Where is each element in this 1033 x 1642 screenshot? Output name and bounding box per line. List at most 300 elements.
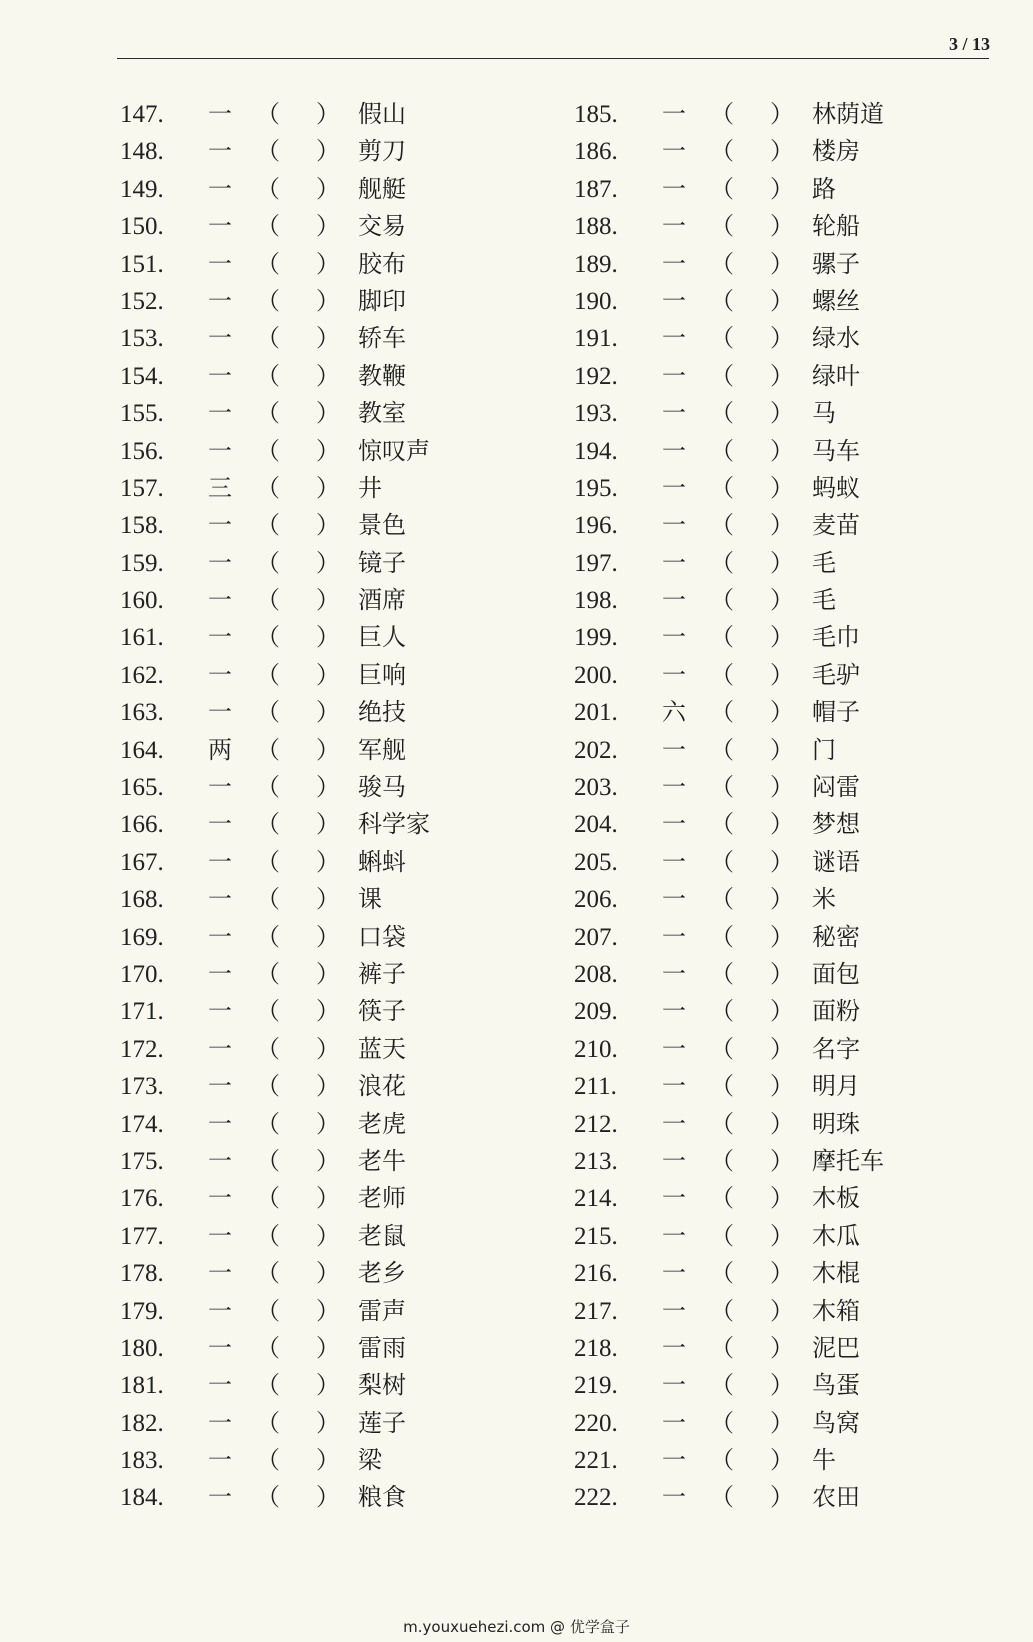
left-paren: （	[710, 1259, 734, 1288]
exercise-row	[120, 1367, 560, 1404]
noun-word: 雷声	[358, 1296, 406, 1325]
right-paren: ）	[316, 212, 340, 241]
noun-word: 秘密	[812, 922, 860, 951]
exercise-row	[574, 171, 1014, 208]
right-paren: ）	[770, 212, 794, 241]
right-paren: ）	[770, 1371, 794, 1400]
measure-word: 一	[662, 1371, 686, 1400]
measure-word: 一	[208, 1333, 232, 1362]
exercise-row	[574, 881, 1014, 918]
exercise-row	[120, 1293, 560, 1330]
item-number: 190.	[574, 287, 618, 315]
left-paren: （	[256, 137, 280, 166]
exercise-row	[574, 320, 1014, 357]
left-paren: （	[256, 473, 280, 502]
item-number: 158.	[120, 512, 164, 540]
exercise-row	[120, 694, 560, 731]
left-paren: （	[710, 810, 734, 839]
left-paren: （	[256, 660, 280, 689]
left-paren: （	[710, 1072, 734, 1101]
item-number: 217.	[574, 1297, 618, 1325]
right-paren: ）	[316, 922, 340, 951]
exercise-row	[120, 1031, 560, 1068]
left-paren: （	[710, 922, 734, 951]
right-paren: ）	[316, 1146, 340, 1175]
measure-word: 一	[662, 1184, 686, 1213]
noun-word: 科学家	[358, 810, 430, 839]
left-paren: （	[710, 212, 734, 241]
exercise-row	[120, 881, 560, 918]
exercise-row	[120, 1218, 560, 1255]
exercise-row	[574, 545, 1014, 582]
item-number: 206.	[574, 886, 618, 914]
noun-word: 课	[358, 885, 382, 914]
left-paren: （	[256, 1446, 280, 1475]
measure-word: 一	[208, 174, 232, 203]
exercise-row	[574, 732, 1014, 769]
noun-word: 胶布	[358, 249, 406, 278]
header-divider	[117, 58, 989, 59]
measure-word: 一	[662, 1146, 686, 1175]
exercise-row	[574, 1180, 1014, 1217]
exercise-row	[120, 956, 560, 993]
left-paren: （	[710, 1333, 734, 1362]
right-paren: ）	[770, 586, 794, 615]
exercise-row	[574, 96, 1014, 133]
left-paren: （	[256, 249, 280, 278]
measure-word: 一	[662, 623, 686, 652]
left-paren: （	[710, 1408, 734, 1437]
right-paren: ）	[770, 100, 794, 128]
exercise-row	[120, 619, 560, 656]
left-paren: （	[256, 773, 280, 802]
noun-word: 老鼠	[358, 1221, 406, 1250]
item-number: 195.	[574, 474, 618, 502]
item-number: 218.	[574, 1334, 618, 1362]
item-number: 153.	[120, 325, 164, 353]
item-number: 170.	[120, 960, 164, 988]
exercise-row	[120, 1255, 560, 1292]
item-number: 192.	[574, 362, 618, 390]
measure-word: 一	[208, 436, 232, 465]
measure-word: 一	[208, 399, 232, 428]
exercise-row	[574, 507, 1014, 544]
item-number: 156.	[120, 437, 164, 465]
right-paren: ）	[316, 1034, 340, 1063]
left-paren: （	[256, 1259, 280, 1288]
left-paren: （	[710, 1371, 734, 1400]
measure-word: 一	[662, 174, 686, 203]
measure-word: 一	[208, 660, 232, 689]
exercise-row	[120, 133, 560, 170]
measure-word: 一	[662, 361, 686, 390]
item-number: 159.	[120, 549, 164, 577]
right-paren: ）	[770, 137, 794, 166]
right-paren: ）	[316, 623, 340, 652]
item-number: 167.	[120, 848, 164, 876]
right-paren: ）	[770, 511, 794, 540]
item-number: 211.	[574, 1073, 617, 1101]
exercise-row	[120, 806, 560, 843]
left-paren: （	[710, 100, 734, 128]
noun-word: 明月	[812, 1072, 860, 1101]
measure-word: 一	[662, 1259, 686, 1288]
exercise-row	[120, 395, 560, 432]
exercise-row	[120, 1180, 560, 1217]
right-paren: ）	[316, 1408, 340, 1437]
right-paren: ）	[770, 361, 794, 390]
noun-word: 门	[812, 735, 836, 764]
left-paren: （	[256, 1072, 280, 1101]
noun-word: 老师	[358, 1184, 406, 1213]
left-paren: （	[256, 810, 280, 839]
right-paren: ）	[770, 1333, 794, 1362]
exercise-row	[574, 1106, 1014, 1143]
right-paren: ）	[770, 922, 794, 951]
noun-word: 面包	[812, 959, 860, 988]
right-paren: ）	[316, 361, 340, 390]
measure-word: 一	[662, 212, 686, 241]
item-number: 164.	[120, 736, 164, 764]
noun-word: 惊叹声	[358, 436, 430, 465]
noun-word: 牛	[812, 1446, 836, 1475]
noun-word: 景色	[358, 511, 406, 540]
noun-word: 井	[358, 473, 382, 502]
exercise-row	[120, 246, 560, 283]
noun-word: 老虎	[358, 1109, 406, 1138]
item-number: 207.	[574, 923, 618, 951]
right-paren: ）	[316, 174, 340, 203]
right-paren: ）	[770, 885, 794, 914]
exercise-row	[120, 1143, 560, 1180]
right-paren: ）	[770, 997, 794, 1026]
measure-word: 一	[208, 548, 232, 577]
left-paren: （	[256, 100, 280, 128]
right-paren: ）	[770, 959, 794, 988]
item-number: 163.	[120, 699, 164, 727]
measure-word: 六	[662, 698, 686, 727]
noun-word: 轿车	[358, 324, 406, 353]
page-number: 3 / 13	[948, 34, 990, 54]
measure-word: 一	[662, 1034, 686, 1063]
noun-word: 楼房	[812, 137, 860, 166]
exercise-row	[574, 619, 1014, 656]
measure-word: 一	[208, 212, 232, 241]
measure-word: 一	[662, 660, 686, 689]
noun-word: 泥巴	[812, 1333, 860, 1362]
right-paren: ）	[316, 473, 340, 502]
exercise-column-left	[120, 96, 560, 1517]
measure-word: 一	[208, 773, 232, 802]
right-paren: ）	[770, 1072, 794, 1101]
left-paren: （	[710, 1184, 734, 1213]
noun-word: 酒席	[358, 586, 406, 615]
right-paren: ）	[316, 586, 340, 615]
measure-word: 一	[208, 249, 232, 278]
item-number: 171.	[120, 998, 164, 1026]
noun-word: 剪刀	[358, 137, 406, 166]
left-paren: （	[710, 623, 734, 652]
exercise-row	[120, 433, 560, 470]
noun-word: 巨人	[358, 623, 406, 652]
measure-word: 一	[208, 997, 232, 1026]
noun-word: 摩托车	[812, 1146, 884, 1175]
exercise-row	[120, 545, 560, 582]
item-number: 161.	[120, 624, 164, 652]
item-number: 222.	[574, 1484, 618, 1512]
measure-word: 一	[662, 1446, 686, 1475]
right-paren: ）	[316, 548, 340, 577]
right-paren: ）	[770, 1109, 794, 1138]
noun-word: 假山	[358, 100, 406, 128]
noun-word: 绝技	[358, 698, 406, 727]
right-paren: ）	[316, 399, 340, 428]
item-number: 175.	[120, 1147, 164, 1175]
item-number: 162.	[120, 661, 164, 689]
noun-word: 毛	[812, 548, 836, 577]
noun-word: 木棍	[812, 1259, 860, 1288]
item-number: 154.	[120, 362, 164, 390]
left-paren: （	[710, 698, 734, 727]
item-number: 201.	[574, 699, 618, 727]
left-paren: （	[256, 1296, 280, 1325]
measure-word: 一	[662, 885, 686, 914]
noun-word: 巨响	[358, 660, 406, 689]
noun-word: 农田	[812, 1483, 860, 1512]
item-number: 204.	[574, 811, 618, 839]
item-number: 177.	[120, 1222, 164, 1250]
noun-word: 蚂蚁	[812, 473, 860, 502]
item-number: 194.	[574, 437, 618, 465]
right-paren: ）	[770, 810, 794, 839]
measure-word: 一	[208, 1034, 232, 1063]
item-number: 157.	[120, 474, 164, 502]
right-paren: ）	[770, 286, 794, 315]
right-paren: ）	[770, 735, 794, 764]
measure-word: 两	[208, 735, 232, 764]
left-paren: （	[256, 922, 280, 951]
noun-word: 骡子	[812, 249, 860, 278]
item-number: 147.	[120, 101, 164, 128]
right-paren: ）	[316, 286, 340, 315]
item-number: 209.	[574, 998, 618, 1026]
right-paren: ）	[316, 660, 340, 689]
item-number: 203.	[574, 774, 618, 802]
item-number: 208.	[574, 960, 618, 988]
left-paren: （	[710, 959, 734, 988]
measure-word: 一	[662, 847, 686, 876]
left-paren: （	[256, 623, 280, 652]
exercise-row	[574, 919, 1014, 956]
measure-word: 一	[662, 997, 686, 1026]
right-paren: ）	[770, 1259, 794, 1288]
noun-word: 骏马	[358, 773, 406, 802]
item-number: 221.	[574, 1447, 618, 1475]
right-paren: ）	[316, 959, 340, 988]
left-paren: （	[710, 137, 734, 166]
item-number: 213.	[574, 1147, 618, 1175]
right-paren: ）	[316, 1109, 340, 1138]
exercise-row	[574, 993, 1014, 1030]
measure-word: 一	[208, 1483, 232, 1512]
exercise-row	[574, 246, 1014, 283]
exercise-row	[120, 919, 560, 956]
measure-word: 一	[662, 922, 686, 951]
right-paren: ）	[316, 100, 340, 128]
exercise-row	[120, 1405, 560, 1442]
measure-word: 一	[208, 511, 232, 540]
item-number: 172.	[120, 1035, 164, 1063]
left-paren: （	[256, 1483, 280, 1512]
noun-word: 教鞭	[358, 361, 406, 390]
measure-word: 一	[208, 1296, 232, 1325]
left-paren: （	[256, 212, 280, 241]
left-paren: （	[710, 660, 734, 689]
item-number: 191.	[574, 325, 618, 353]
measure-word: 一	[208, 1184, 232, 1213]
right-paren: ）	[316, 1371, 340, 1400]
left-paren: （	[256, 361, 280, 390]
right-paren: ）	[316, 997, 340, 1026]
left-paren: （	[256, 1408, 280, 1437]
item-number: 174.	[120, 1110, 164, 1138]
exercise-row	[574, 1405, 1014, 1442]
item-number: 160.	[120, 587, 164, 615]
noun-word: 浪花	[358, 1072, 406, 1101]
item-number: 199.	[574, 624, 618, 652]
exercise-row	[574, 806, 1014, 843]
exercise-row	[574, 1330, 1014, 1367]
item-number: 202.	[574, 736, 618, 764]
item-number: 214.	[574, 1185, 618, 1213]
measure-word: 一	[662, 100, 686, 128]
exercise-row	[120, 320, 560, 357]
left-paren: （	[710, 1483, 734, 1512]
right-paren: ）	[316, 1483, 340, 1512]
left-paren: （	[256, 1034, 280, 1063]
exercise-row	[574, 1068, 1014, 1105]
right-paren: ）	[770, 1408, 794, 1437]
noun-word: 蓝天	[358, 1034, 406, 1063]
noun-word: 麦苗	[812, 511, 860, 540]
measure-word: 一	[662, 249, 686, 278]
noun-word: 军舰	[358, 735, 406, 764]
right-paren: ）	[316, 137, 340, 166]
item-number: 188.	[574, 213, 618, 241]
measure-word: 一	[208, 1408, 232, 1437]
noun-word: 老牛	[358, 1146, 406, 1175]
right-paren: ）	[316, 1184, 340, 1213]
item-number: 179.	[120, 1297, 164, 1325]
exercise-row	[574, 1143, 1014, 1180]
left-paren: （	[710, 249, 734, 278]
item-number: 185.	[574, 101, 618, 128]
exercise-row	[574, 769, 1014, 806]
noun-word: 教室	[358, 399, 406, 428]
measure-word: 一	[662, 1221, 686, 1250]
noun-word: 交易	[358, 212, 406, 241]
right-paren: ）	[770, 1296, 794, 1325]
right-paren: ）	[770, 698, 794, 727]
measure-word: 一	[208, 1146, 232, 1175]
exercise-row	[574, 956, 1014, 993]
exercise-row	[120, 470, 560, 507]
exercise-row	[574, 1031, 1014, 1068]
noun-word: 木箱	[812, 1296, 860, 1325]
exercise-row	[574, 395, 1014, 432]
left-paren: （	[256, 698, 280, 727]
item-number: 212.	[574, 1110, 618, 1138]
left-paren: （	[256, 586, 280, 615]
noun-word: 镜子	[358, 548, 406, 577]
exercise-row	[120, 657, 560, 694]
noun-word: 口袋	[358, 922, 406, 951]
item-number: 155.	[120, 400, 164, 428]
right-paren: ）	[770, 847, 794, 876]
exercise-row	[574, 1218, 1014, 1255]
exercise-row	[574, 283, 1014, 320]
right-paren: ）	[770, 1034, 794, 1063]
left-paren: （	[710, 885, 734, 914]
noun-word: 毛	[812, 586, 836, 615]
item-number: 151.	[120, 250, 164, 278]
noun-word: 轮船	[812, 212, 860, 241]
item-number: 152.	[120, 287, 164, 315]
exercise-row	[120, 993, 560, 1030]
noun-word: 木瓜	[812, 1221, 860, 1250]
left-paren: （	[710, 1034, 734, 1063]
right-paren: ）	[770, 1221, 794, 1250]
noun-word: 莲子	[358, 1408, 406, 1437]
item-number: 183.	[120, 1447, 164, 1475]
noun-word: 蝌蚪	[358, 847, 406, 876]
noun-word: 马车	[812, 436, 860, 465]
measure-word: 一	[662, 286, 686, 315]
left-paren: （	[256, 1146, 280, 1175]
noun-word: 谜语	[812, 847, 860, 876]
exercise-row	[574, 657, 1014, 694]
item-number: 215.	[574, 1222, 618, 1250]
left-paren: （	[256, 1333, 280, 1362]
item-number: 197.	[574, 549, 618, 577]
item-number: 180.	[120, 1334, 164, 1362]
measure-word: 一	[662, 1483, 686, 1512]
item-number: 168.	[120, 886, 164, 914]
measure-word: 一	[662, 137, 686, 166]
item-number: 166.	[120, 811, 164, 839]
exercise-row	[574, 433, 1014, 470]
left-paren: （	[710, 174, 734, 203]
measure-word: 一	[208, 1072, 232, 1101]
item-number: 205.	[574, 848, 618, 876]
exercise-row	[574, 1442, 1014, 1479]
right-paren: ）	[316, 847, 340, 876]
measure-word: 一	[662, 1109, 686, 1138]
noun-word: 梦想	[812, 810, 860, 839]
left-paren: （	[710, 399, 734, 428]
exercise-row	[574, 1293, 1014, 1330]
measure-word: 一	[208, 1259, 232, 1288]
left-paren: （	[256, 959, 280, 988]
item-number: 182.	[120, 1409, 164, 1437]
measure-word: 一	[662, 1408, 686, 1437]
noun-word: 毛巾	[812, 623, 860, 652]
item-number: 198.	[574, 587, 618, 615]
noun-word: 路	[812, 174, 836, 203]
noun-word: 鸟蛋	[812, 1371, 860, 1400]
measure-word: 一	[208, 1446, 232, 1475]
measure-word: 一	[208, 698, 232, 727]
